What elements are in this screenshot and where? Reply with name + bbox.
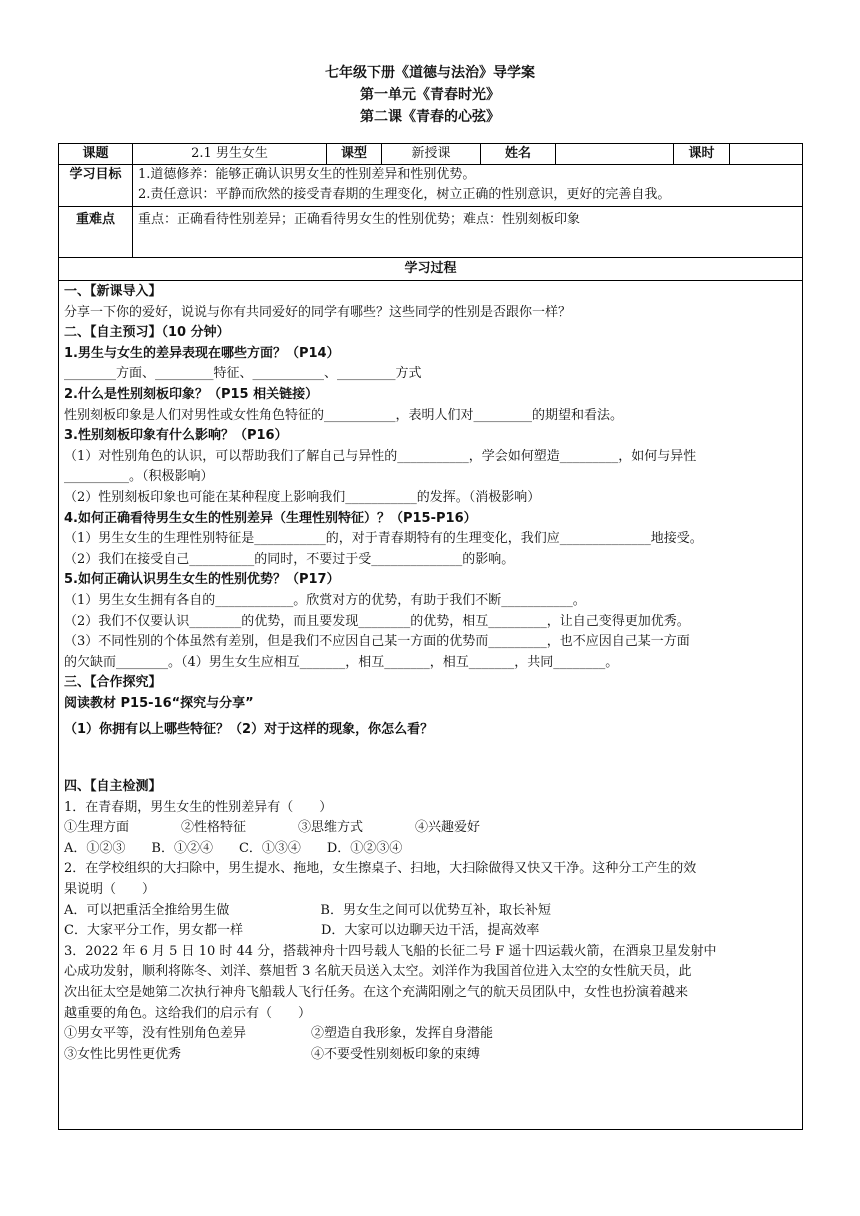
key-points-row: [59, 207, 803, 258]
body-line: 次出征太空是她第二次执行神舟飞船载人飞行任务。在这个充满阳刚之气的航天员团队中，女性也扮演着越来: [64, 985, 689, 1000]
body-line: （2）我们在接受自己__________的同时，不要过于受______________的影响。: [64, 551, 515, 567]
body-line: （3）不同性别的个体虽然有差别，但是我们不应因自己某一方面的优势而_________，也不应因自己某一方面: [64, 634, 690, 650]
section-heading: 3.性别刻板印象有什么影响？（P16）: [64, 428, 288, 444]
key-points-label: 重难点: [59, 207, 133, 258]
body-line: （1）男生女生拥有各自的____________。欣赏对方的优势，有助于我们不断___________。: [64, 592, 586, 608]
body-line: __________。（积极影响）: [64, 469, 214, 485]
body-line: 3．2022 年 6 月 5 日 10 时 44 分，搭载神舟十四号载人飞船的长征二号 F 遥十四运载火箭，在酒泉卫星发射中: [64, 943, 717, 959]
study-guide-table: [58, 143, 803, 1130]
body-line: （1）对性别角色的认识，可以帮助我们了解自己与异性的___________，学会如何塑造_________，如何与异性: [64, 448, 697, 464]
name-label: 姓名: [481, 144, 556, 165]
process-body-row: [59, 281, 803, 1130]
body-line: ________方面、_________特征、___________、_________方式: [64, 366, 422, 382]
period-label: 课时: [674, 144, 730, 165]
body-line: ①生理方面 ②性格特征 ③思维方式 ④兴趣爱好: [64, 820, 481, 836]
body-line: 性别刻板印象是人们对男性或女性角色特征的___________，表明人们对_________的期望和看法。: [64, 407, 624, 423]
body-line: 2．在学校组织的大扫除中，男生提水、拖地，女生擦桌子、扫地，大扫除做得又快又干净。这种分工产生的效: [64, 861, 697, 877]
info-row: [59, 144, 803, 165]
type-label: 课型: [327, 144, 382, 165]
body-line: 1．在青春期，男生女生的性别差异有（ ）: [64, 799, 333, 815]
body-line: （1）男生女生的生理性别特征是___________的，对于青春期特有的生理变化，我们应______________地接受。: [64, 531, 703, 547]
section-heading: 5.如何正确认识男生女生的性别优势？（P17）: [64, 572, 340, 588]
body-line: 分享一下你的爱好，说说与你有共同爱好的同学有哪些？这些同学的性别是否跟你一样？: [64, 304, 572, 320]
answer-space[interactable]: [64, 741, 797, 777]
body-line: C．大家平分工作，男女都一样 D．大家可以边聊天边干活，提高效率: [64, 923, 540, 939]
type-value: 新授课: [382, 144, 481, 165]
goal-2: 2.责任意识：平静而欣然的接受青春期的生理变化，树立正确的性别意识，更好的完善自我。: [138, 187, 671, 202]
process-body: [59, 281, 803, 1130]
process-title-row: [59, 258, 803, 281]
topic-label: 课题: [59, 144, 133, 165]
section-heading: 四、【自主检测】: [64, 779, 162, 795]
section-heading: （1）你拥有以上哪些特征？（2）对于这样的现象，你怎么看？: [64, 722, 434, 738]
section-heading: 三、【合作探究】: [64, 675, 162, 691]
unit-title: 第一单元《青春时光》: [360, 87, 500, 103]
body-line: （2）我们不仅要认识________的优势，而且要发现________的优势，相互_________，让自己变得更加优秀。: [64, 613, 690, 629]
body-line: （2）性别刻板印象也可能在某种程度上影响我们___________的发挥。（消极影响）: [64, 489, 541, 505]
body-line: 越重要的角色。这给我们的启示有（ ）: [64, 1005, 312, 1021]
key-points-content: 重点：正确看待性别差异；正确看待男女生的性别优势；难点：性别刻板印象: [133, 207, 803, 258]
goals-label: 学习目标: [59, 165, 133, 207]
section-heading: 阅读教材 P15-16“探究与分享”: [64, 695, 254, 711]
period-field[interactable]: [730, 144, 803, 165]
doc-title: 七年级下册《道德与法治》导学案: [325, 65, 535, 81]
name-field[interactable]: [556, 144, 674, 165]
body-line: 心成功发射，顺利将陈冬、刘洋、蔡旭哲 3 名航天员送入太空。刘洋作为我国首位进入太空的女性航天员，此: [64, 964, 692, 980]
body-line: 果说明（ ）: [64, 882, 156, 898]
lesson-title: 第二课《青春的心弦》: [360, 109, 500, 125]
body-line: ①男女平等，没有性别角色差异 ②塑造自我形象，发挥自身潜能: [64, 1026, 494, 1042]
section-heading: 2.什么是性别刻板印象？（P15 相关链接）: [64, 386, 319, 402]
goal-1: 1.道德修养：能够正确认识男女生的性别差异和性别优势。: [138, 167, 476, 182]
section-heading: 一、【新课导入】: [64, 284, 162, 299]
section-heading: 4.如何正确看待男生女生的性别差异（生理性别特征）？（P15-P16）: [64, 510, 477, 526]
body-line: A．①②③ B．①②④ C．①③④ D．①②③④: [64, 840, 403, 856]
body-line: A．可以把重活全推给男生做 B．男女生之间可以优势互补，取长补短: [64, 902, 551, 918]
body-line: ③女性比男性更优秀 ④不要受性别刻板印象的束缚: [64, 1046, 481, 1062]
body-line: 的欠缺而________。（4）男生女生应相互_______，相互_______，相互_______，共同________。: [64, 654, 619, 670]
goals-row: [59, 165, 803, 207]
section-heading: 二、【自主预习】（10 分钟）: [64, 325, 230, 341]
goals-content: [133, 165, 803, 207]
document-titles: [0, 62, 860, 128]
topic-value: 2.1 男生女生: [133, 144, 327, 165]
section-heading: 1.男生与女生的差异表现在哪些方面？（P14）: [64, 345, 340, 361]
process-title: 学习过程: [59, 258, 803, 281]
